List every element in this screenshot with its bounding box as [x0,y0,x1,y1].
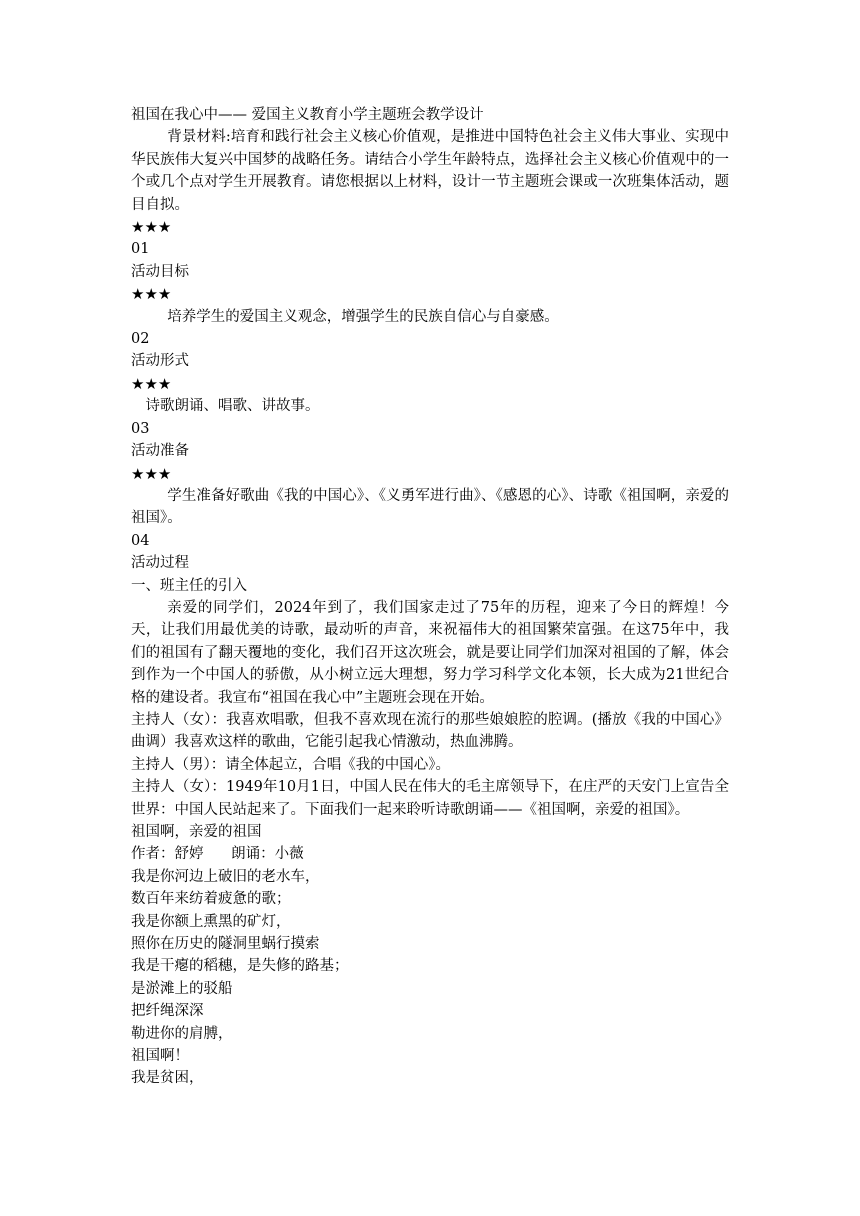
section-content: 培养学生的爱国主义观念，增强学生的民族自信心与自豪感。 [167,308,559,325]
poem-line: 我是你额上熏黑的矿灯， [131,913,291,930]
section-heading: 活动形式 [131,353,189,370]
poem-line: 是淤滩上的驳船 [131,980,233,997]
poem-line: 我是贫困， [131,1070,204,1087]
document-title: 祖国在我心中—— 爱国主义教育小学主题班会教学设计 [131,107,484,123]
intro-paragraph: 亲爱的同学们，2024年到了，我们国家走过了75年的历程，迎来了今日的辉煌！今天，让我们用最优美的诗歌，最动听的声音，来祝福伟大的祖国繁荣富强。在这75年中，我们的祖国有了翻天覆地的变化，我们召开这次班会，就是要让同学们加深对祖国的了解，体会到作为一个中国人的骄傲，从小树立远大理想，努力学习科学文化本领，长大成为21世纪合格的建设者。我宣布“祖国在我心中”主题班会现在开始。 [131,599,729,706]
poem-credits: 作者：舒婷 朗诵：小薇 [131,846,304,863]
poem-line: 祖国啊！ [131,1048,189,1065]
star-divider: ★★★ [131,464,172,483]
step-title: 一、班主任的引入 [131,577,247,594]
section-number: 03 [131,420,150,437]
host-line: 主持人（女）：1949年10月1日，中国人民在伟大的毛主席领导下，在庄严的天安门上宣告全世界：中国人民站起来了。下面我们一起来聆听诗歌朗诵——《祖国啊，亲爱的祖国》。 [131,779,729,818]
host-line: 主持人（女）：我喜欢唱歌，但我不喜欢现在流行的那些娘娘腔的腔调。(播放《我的中国心》曲调）我喜欢这样的歌曲，它能引起我心情激动，热血沸腾。 [131,711,729,751]
poem-title: 祖国啊，亲爱的祖国 [131,824,262,840]
poem-line: 把纤绳深深 [131,1003,204,1020]
poem-line: 数百年来纺着疲惫的歌； [131,891,291,908]
star-divider: ★★★ [131,285,172,304]
star-divider: ★★★ [131,374,172,393]
section-number: 02 [131,331,150,348]
section-number: 01 [131,241,150,258]
star-divider: ★★★ [131,218,172,237]
poem-line: 我是干瘪的稻穗，是失修的路基； [131,958,349,975]
poem-line: 照你在历史的隧洞里蜗行摸索 [131,936,320,953]
host-line: 主持人（男）：请全体起立，合唱《我的中国心》。 [131,756,450,773]
document-page [131,104,729,1090]
section-content: 学生准备好歌曲《我的中国心》、《义勇军进行曲》、《感恩的心》、诗歌《祖国啊，亲爱的祖国》。 [131,487,729,527]
section-number: 04 [131,532,150,549]
section-heading: 活动过程 [131,555,189,572]
poem-line: 勒进你的肩膊， [131,1025,233,1042]
poem-line: 我是你河边上破旧的老水车， [131,868,320,885]
section-heading: 活动准备 [131,443,189,460]
section-content: 诗歌朗诵、唱歌、讲故事。 [145,398,320,415]
section-heading: 活动目标 [131,263,189,280]
background-paragraph: 背景材料:培育和践行社会主义核心价值观，是推进中国特色社会主义伟大事业、实现中华民族伟大复兴中国梦的战略任务。请结合小学生年龄特点，选择社会主义核心价值观中的一个或几个点对学生开展教育。请您根据以上材料，设计一节主题班会课或一次班集体活动，题目自拟。 [131,129,729,213]
